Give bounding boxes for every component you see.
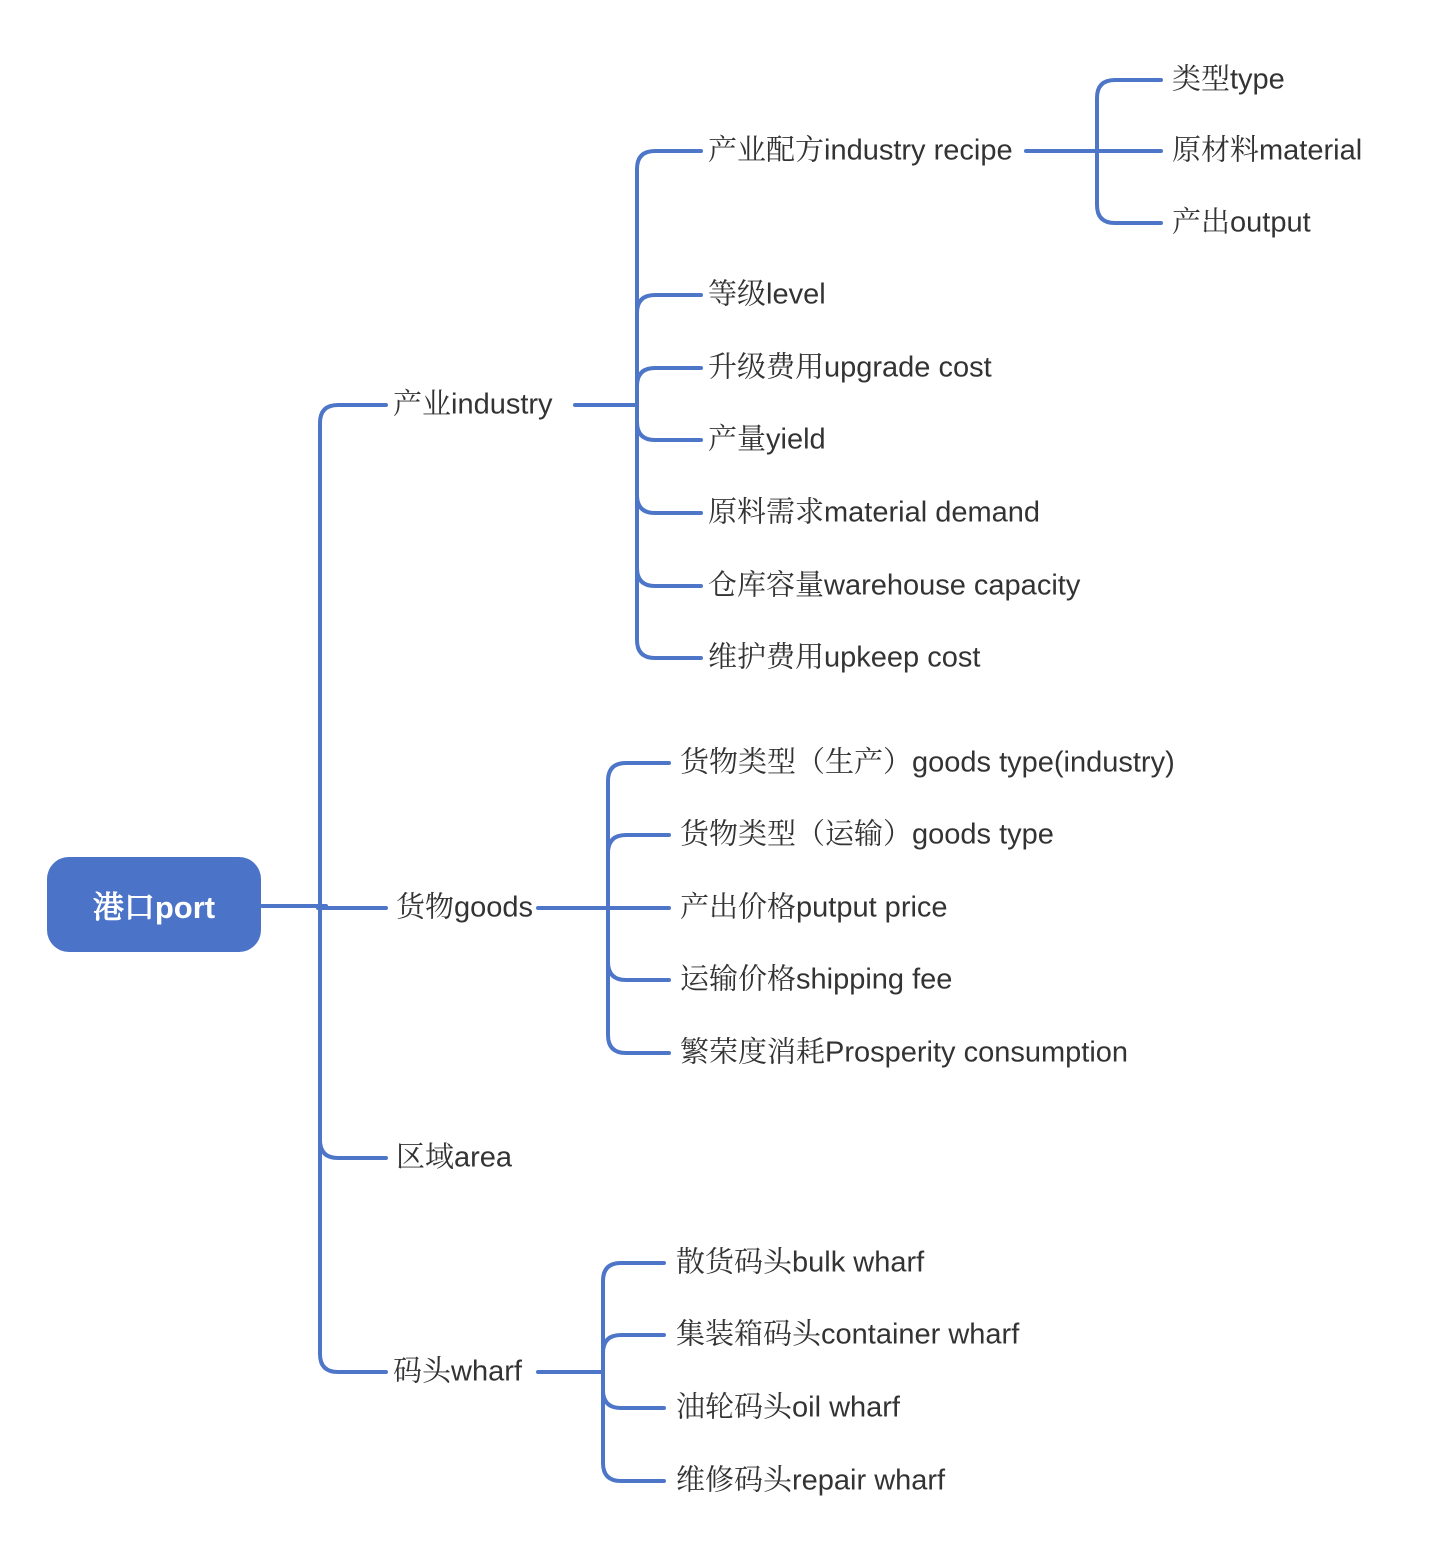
node-goods-type-transport[interactable]: 货物类型（运输）goods type	[680, 818, 1054, 851]
node-warehouse-capacity[interactable]: 仓库容量warehouse capacity	[708, 569, 1081, 602]
node-type[interactable]: 类型type	[1172, 63, 1285, 96]
node-raw-material[interactable]: 原材料material	[1172, 134, 1363, 167]
node-container-wharf[interactable]: 集装箱码头container wharf	[676, 1318, 1020, 1351]
branch-wharf[interactable]: 码头wharf	[393, 1355, 522, 1388]
branch-industry[interactable]: 产业industry	[393, 388, 553, 421]
node-oil-wharf[interactable]: 油轮码头oil wharf	[676, 1391, 900, 1424]
node-output[interactable]: 产出output	[1172, 206, 1311, 239]
node-upgrade-cost[interactable]: 升级费用upgrade cost	[708, 351, 992, 384]
node-material-demand[interactable]: 原料需求material demand	[708, 496, 1040, 529]
node-repair-wharf[interactable]: 维修码头repair wharf	[676, 1464, 946, 1497]
root-node-port[interactable]: 港口port	[47, 857, 261, 952]
node-prosperity-consumption[interactable]: 繁荣度消耗Prosperity consumption	[680, 1036, 1129, 1069]
node-shipping-fee[interactable]: 运输价格shipping fee	[680, 963, 953, 996]
node-industry-recipe[interactable]: 产业配方industry recipe	[708, 134, 1013, 167]
branch-goods[interactable]: 货物goods	[396, 891, 534, 924]
branch-area[interactable]: 区域area	[396, 1141, 513, 1174]
node-yield[interactable]: 产量yield	[708, 423, 826, 456]
node-goods-type-industry[interactable]: 货物类型（生产）goods type(industry)	[680, 746, 1175, 779]
node-upkeep-cost[interactable]: 维护费用upkeep cost	[708, 641, 981, 674]
node-bulk-wharf[interactable]: 散货码头bulk wharf	[676, 1246, 925, 1279]
node-level[interactable]: 等级level	[708, 278, 826, 311]
node-output-price[interactable]: 产出价格putput price	[680, 891, 948, 924]
